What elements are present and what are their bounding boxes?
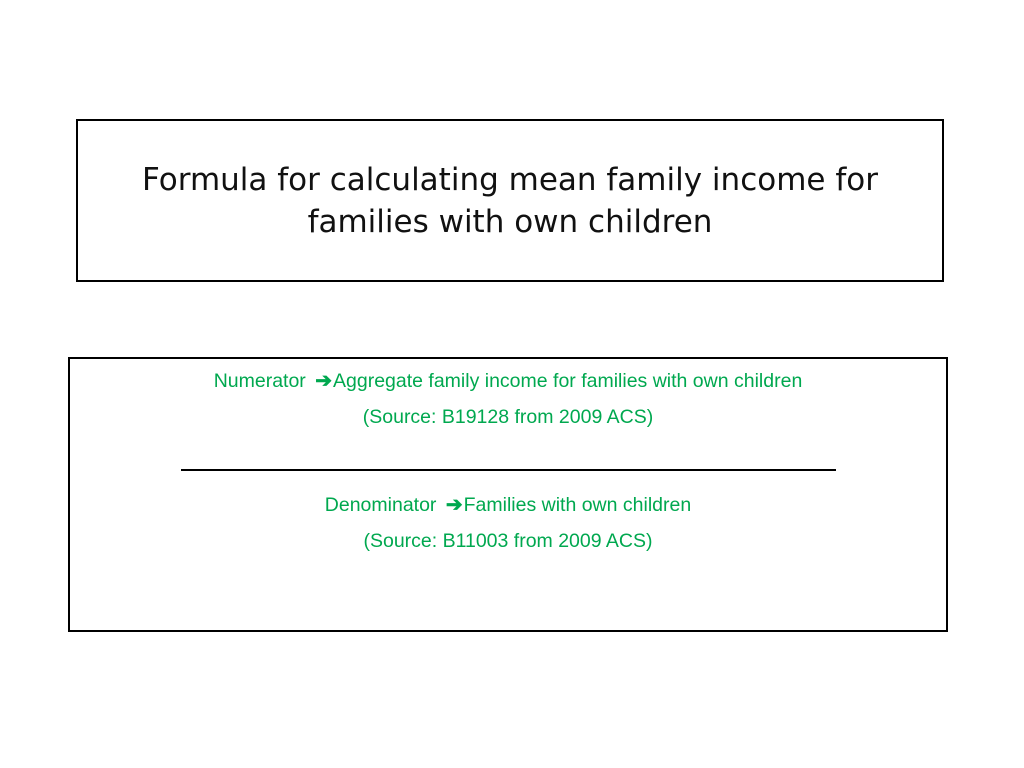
- denominator-label: Denominator: [324, 494, 437, 516]
- numerator-text: Aggregate family income for families with own children: [333, 370, 803, 392]
- formula-box: [68, 357, 948, 632]
- numerator-label: Numerator: [213, 370, 306, 392]
- numerator-line: [70, 363, 946, 399]
- slide-title-line-2: families with own children: [307, 203, 713, 240]
- numerator-source: (Source: B19128 from 2009 ACS): [362, 406, 654, 428]
- title-box: [76, 119, 944, 282]
- fraction-bar: [181, 469, 836, 471]
- slide-title-line-1: Formula for calculating mean family income for: [142, 161, 878, 198]
- denominator-line: [70, 487, 946, 523]
- right-arrow-icon: ➔: [445, 494, 463, 516]
- right-arrow-icon: ➔: [315, 370, 332, 392]
- denominator-text: Families with own children: [463, 494, 692, 516]
- denominator-source: (Source: B11003 from 2009 ACS): [363, 530, 653, 552]
